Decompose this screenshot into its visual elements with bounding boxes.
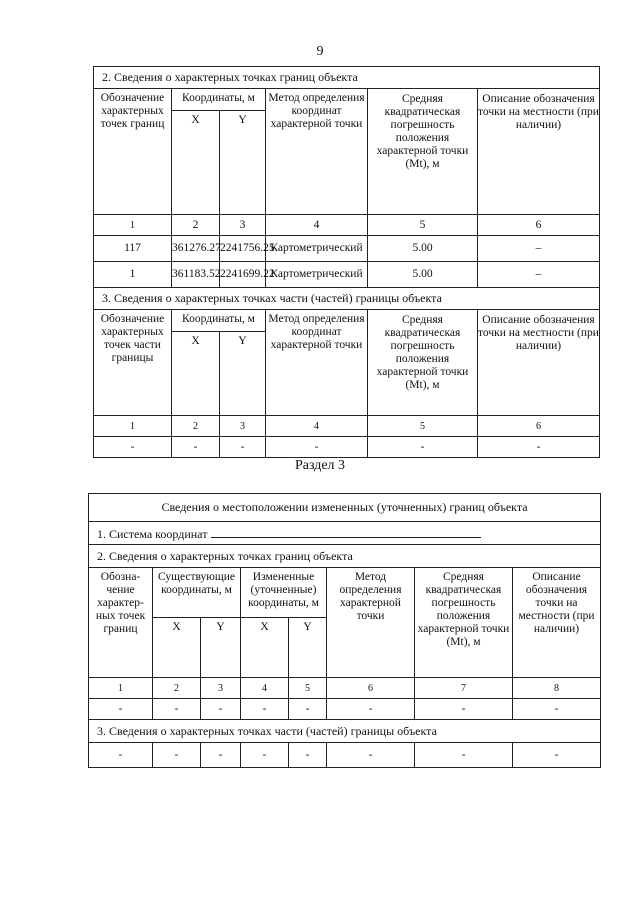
col-number: 5	[289, 678, 327, 699]
table-cell: Картометрический	[266, 262, 368, 288]
x-header: X	[153, 618, 201, 678]
table-cell: -	[478, 437, 600, 458]
table-cell: -	[241, 699, 289, 720]
section-2-title: 2. Сведения о характерных точках границ объекта	[89, 545, 601, 568]
table-cell: -	[153, 743, 201, 768]
table-cell: -	[327, 699, 415, 720]
designation-header: Обозна-чение характер-ных точек границ	[89, 568, 153, 678]
col-number: 8	[513, 678, 601, 699]
col-number: 6	[478, 215, 600, 236]
table-cell: -	[415, 699, 513, 720]
table-cell: 2241756.25	[220, 236, 266, 262]
section-heading: Раздел 3	[294, 458, 346, 473]
coordinates-header: Координаты, м	[172, 89, 266, 111]
changed-coords-header: Измененные (уточненные) координаты, м	[241, 568, 327, 618]
description-header: Описание обозначения точки на местности (при наличии)	[478, 310, 600, 416]
col-number: 1	[94, 416, 172, 437]
table-title: Сведения о местоположении измененных (уточненных) границ объекта	[89, 494, 601, 522]
method-header: Метод определения координат характерной точки	[266, 310, 368, 416]
coordinates-header: Координаты, м	[172, 310, 266, 332]
col-number: 1	[89, 678, 153, 699]
error-header: Средняя квадратическая погрешность положения характерной точки (Mt), м	[415, 568, 513, 678]
table-cell: 117	[94, 236, 172, 262]
table-cell: 1	[94, 262, 172, 288]
table-cell: -	[289, 743, 327, 768]
table-cell: -	[89, 743, 153, 768]
table-cell: -	[94, 437, 172, 458]
description-header: Описание обозначения точки на местности (при наличии)	[478, 89, 600, 215]
col-number: 5	[368, 215, 478, 236]
description-header: Описание обозначения точки на местности (при наличии)	[513, 568, 601, 678]
col-number: 3	[220, 416, 266, 437]
y-header: Y	[220, 332, 266, 416]
error-header: Средняя квадратическая погрешность положения характерной точки (Mt), м	[368, 310, 478, 416]
designation-header: Обозначение характерных точек части границы	[94, 310, 172, 416]
table-cell: -	[153, 699, 201, 720]
boundary-points-table	[93, 66, 600, 458]
table-cell: 361183.52	[172, 262, 220, 288]
y-header: Y	[289, 618, 327, 678]
col-number: 4	[266, 416, 368, 437]
table-cell: 5.00	[368, 236, 478, 262]
col-number: 6	[478, 416, 600, 437]
col-number: 1	[94, 215, 172, 236]
col-number: 4	[266, 215, 368, 236]
table-cell: -	[327, 743, 415, 768]
error-header: Средняя квадратическая погрешность положения характерной точки (Mt), м	[368, 89, 478, 215]
x-header: X	[241, 618, 289, 678]
table-cell: Картометрический	[266, 236, 368, 262]
page-number: 9	[316, 44, 324, 59]
table-cell: -	[289, 699, 327, 720]
section-3-title: 3. Сведения о характерных точках части (частей) границы объекта	[89, 720, 601, 743]
col-number: 2	[153, 678, 201, 699]
section-3-title: 3. Сведения о характерных точках части (частей) границы объекта	[94, 288, 600, 310]
y-header: Y	[201, 618, 241, 678]
col-number: 3	[201, 678, 241, 699]
table-cell: -	[266, 437, 368, 458]
table-cell: -	[220, 437, 266, 458]
table-cell: -	[201, 699, 241, 720]
changed-boundaries-table	[88, 493, 601, 768]
method-header: Метод определения характерной точки	[327, 568, 415, 678]
col-number: 7	[415, 678, 513, 699]
method-header: Метод определения координат характерной точки	[266, 89, 368, 215]
col-number: 5	[368, 416, 478, 437]
coordinate-system-label: 1. Система координат	[97, 526, 208, 541]
table-cell: 2241699.22	[220, 262, 266, 288]
col-number: 6	[327, 678, 415, 699]
table-cell: –	[478, 236, 600, 262]
table-cell: -	[368, 437, 478, 458]
y-header: Y	[220, 111, 266, 215]
x-header: X	[172, 111, 220, 215]
table-cell: 361276.27	[172, 236, 220, 262]
coordinate-system-row	[89, 522, 601, 545]
section-2-title: 2. Сведения о характерных точках границ объекта	[94, 67, 600, 89]
col-number: 2	[172, 416, 220, 437]
table-cell: 5.00	[368, 262, 478, 288]
col-number: 2	[172, 215, 220, 236]
table-cell: -	[201, 743, 241, 768]
table-cell: -	[415, 743, 513, 768]
table-cell: -	[513, 699, 601, 720]
table-cell: -	[89, 699, 153, 720]
col-number: 3	[220, 215, 266, 236]
table-cell: -	[172, 437, 220, 458]
existing-coords-header: Существующие координаты, м	[153, 568, 241, 618]
x-header: X	[172, 332, 220, 416]
designation-header: Обозначение характерных точек границ	[94, 89, 172, 215]
table-cell: -	[241, 743, 289, 768]
col-number: 4	[241, 678, 289, 699]
table-cell: –	[478, 262, 600, 288]
fill-in-line	[211, 526, 481, 538]
table-cell: -	[513, 743, 601, 768]
